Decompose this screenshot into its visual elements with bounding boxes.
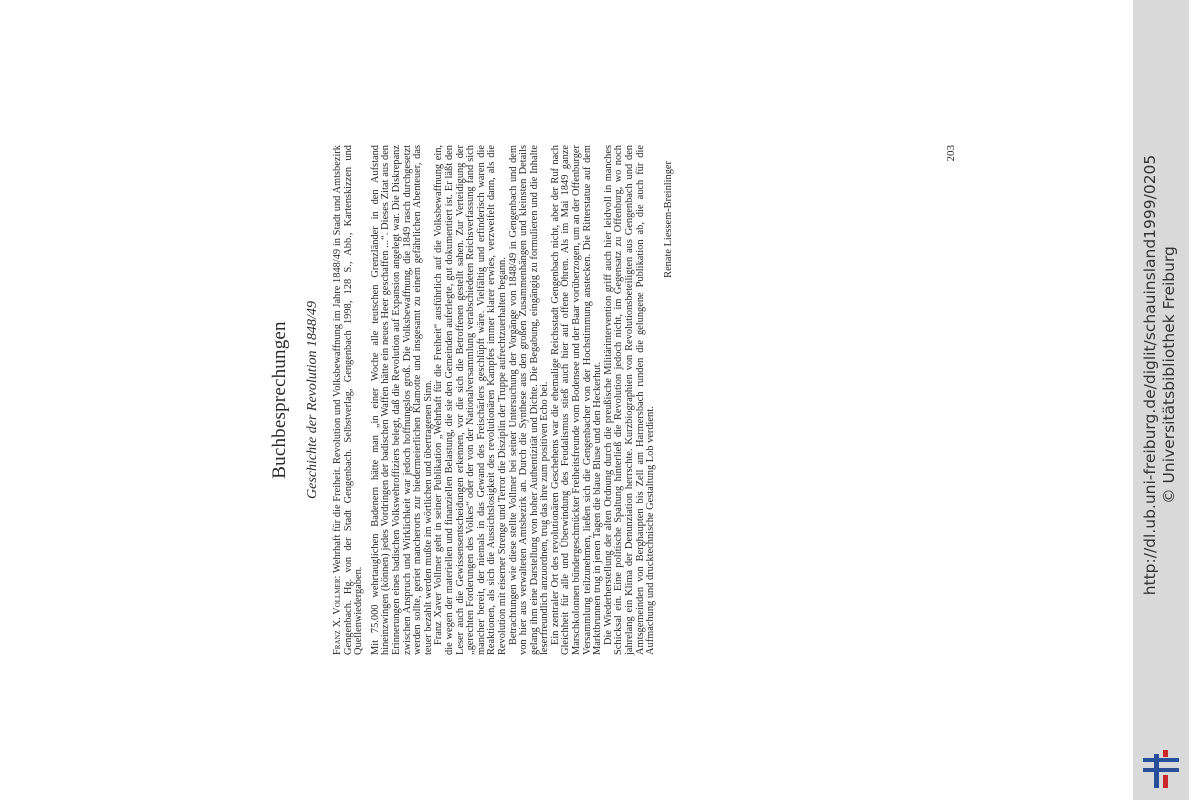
paragraph: Mit 75.000 wehrtauglichen Badenern hätte man „in einer Woche alle teutschen Grenzländer in den Aufstand hineinzwingen (können) jedes Vordringen der badischen Waffen hätte ein neues Heer geschaffen ...“. Dieses Zitat aus den Erinnerungen eines badischen Volkswehroffiziers belegt, daß die Revolution auf Expansion angelegt war. Die Diskrepanz zwischen Anspruch und Wirklichkeit war jedoch hoffnungslos groß. Die Volksbewaffnung, die 1849 rasch durchgesetzt werden sollte, geriet mancherorts zur biedermeierlichen Klamotte und insgesamt zu einem gefährlichen Abenteuer, das teuer bezahlt werden mußte im wörtlichen und übertragenen Sinn. [369,145,434,655]
logo-stem-red [1163,750,1168,757]
copyright-text: © Universitätsbibliothek Freiburg [1160,246,1178,504]
paragraph: Die Wiederherstellung der alten Ordnung durch die preußische Militärintervention griff auch hier leidvoll in manches Schicksal ein. Eine politische Spaltung hinterließ die Revolution jedoch nicht, im Gegensatz zu Offenburg, wo noch jahrelang ein Klima der Denunziation herrschte. Kurzbiographien von Revolutionsbeteiligten aus Gengenbach und den Amtsgemeinden von Berghaupten bis Zell am Harmersbach runden die gelungene Publikation ab, die auch für die Aufmachung und drucktechnische Gestaltung Lob verdient. [602,145,657,655]
page-number: 203 [945,145,957,162]
sidebar [1133,0,1189,800]
sidebar-caption [1133,0,1189,750]
ub-freiburg-logo-icon [1141,748,1181,792]
paragraph: Franz Xaver Vollmer geht in seiner Publikation „Wehrhaft für die Freiheit“ ausführlich auf die Volksbewaffnung ein, die wegen der materiellen und finanziellen Belastung, die sie den Gemeinden auferlegte, gut dokumentiert ist. Er läßt den Leser auch die Gewissensentscheidungen erkennen, vor die sich die Betroffenen gestellt sahen. Zur Verteidigung der „gerechten Forderungen des Volkes“ oder der von der Nationalversammlung verabschiedeten Reichsverfassung fand sich mancher bereit, der niemals in das Gewand des Freischärlers geschlüpft wäre. Vielfältig und erfinderisch waren die Reaktionen, als sich die Aussichtslosigkeit des revolutionären Kampfes immer klarer erwies, verzweifelt dann, als die Revolution mit eiserner Strenge und Terror die Disziplin der Truppe aufrechtzuerhalten begann. [433,145,508,655]
reviewer-name: Renate Liessem-Breinlinger [662,161,674,278]
logo-bar-blue-bottom [1143,768,1179,772]
logo-bar-blue-top [1143,758,1179,762]
review-body [333,145,657,655]
section-heading: Buchbesprechungen [269,321,290,479]
review-subheading: Geschichte der Revolution 1848/49 [305,301,320,499]
paragraph: Betrachtungen wie diese stellte Vollmer bei seiner Untersuchung der Vorgänge von 1848/49 in Gengenbach und dem von hier aus verwalteten Amtsbezirk an. Durch die Synthese aus den großen Zusammenhängen und kleinsten Details gelang ihm eine Darstellung von hoher Authentizität und Dichte. Die Begabung, eingängig zu formulieren und die Inhalte leserfreundlich anzuordnen, trug das ihre zum positiven Echo bei. [507,145,551,655]
logo-stem-blue [1154,754,1159,788]
bibliography-entry: Franz X. Vollmer: Wehrhaft für die Freiheit. Revolution und Volksbewaffnung im Jahre 1848/49 in Stadt und Amtsbezirk Gengenbach. Hg. von der Stadt Gengenbach. Selbstverlag, Gengenbach 1998, 128 S., Abb., Kartenskizzen und Quellenwiedergaben. [332,145,365,655]
author-name: Franz X. Vollmer [332,578,343,655]
rotated-page [255,145,955,655]
paragraph: Ein zentraler Ort des revolutionären Geschehens war die ehemalige Reichsstadt Gengenbach nicht, aber der Ruf nach Gleichheit für alle und Überwindung des Feudalismus stieß auch hier auf offene Ohren. Als im Mai 1849 ganze Marschkolonnen bündergeschmückter Freiheitsfreunde vom Bodensee und der Baar vorüberzogen, um an der Offenburger Versammlung teilzunehmen, ließen sich die Gengenbacher von der Hochstimmung anstecken. Die Ritterstatue auf dem Marktbrunnen trug in jenen Tagen die blaue Bluse und den Heckerhut. [549,145,604,655]
logo-bar-red [1163,775,1168,788]
source-url-link[interactable]: http://dl.ub.uni-freiburg.de/diglit/schauinsland1999/0205 [1141,154,1159,596]
